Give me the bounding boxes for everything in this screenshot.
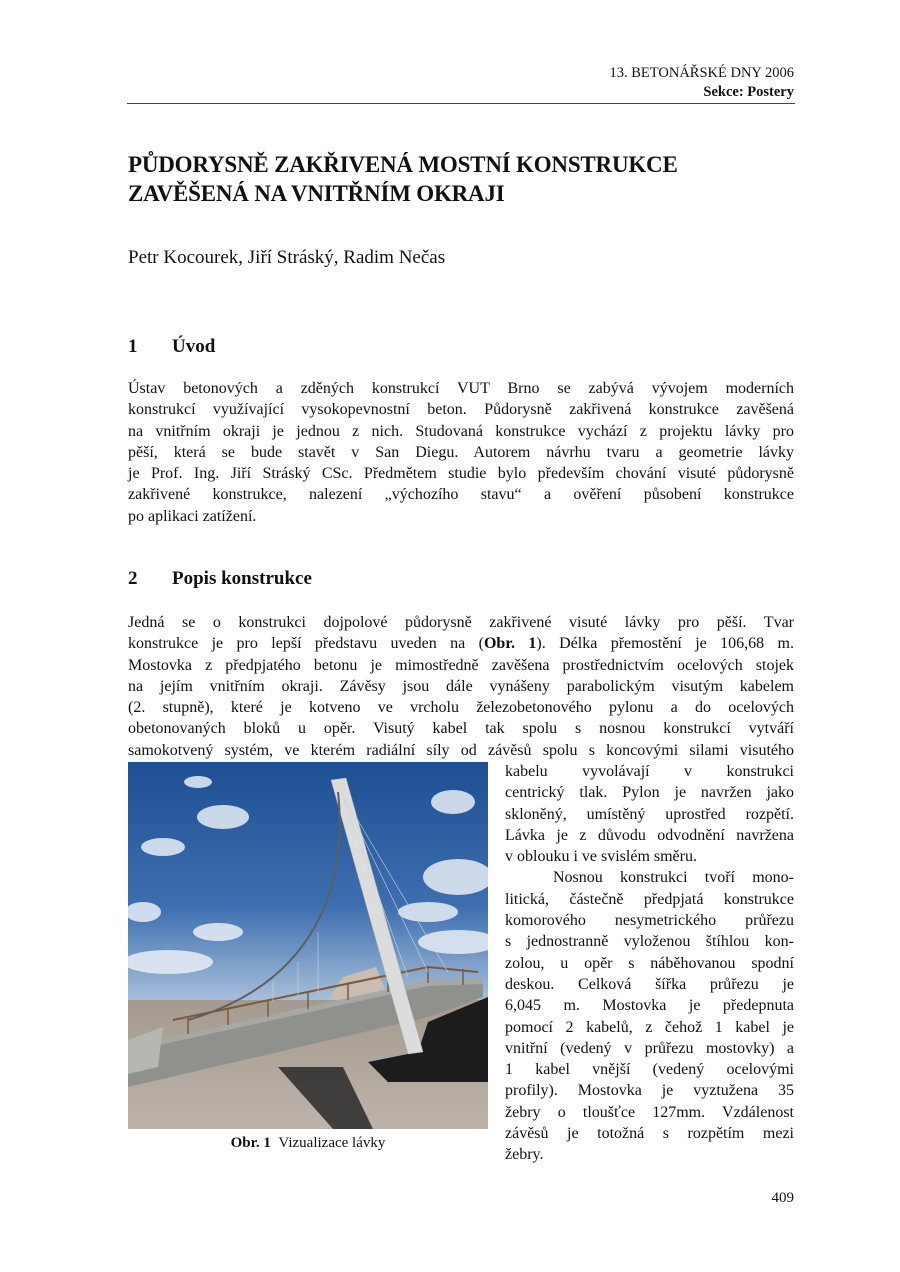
text-line: skloněný, umístěný uprostřed rozpětí.: [505, 805, 794, 823]
text-fragment: ). Délka přemostění je 106,68 m.: [536, 635, 794, 653]
text-line: Jedná se o konstrukci dojpolové půdorysně zakřivené visuté lávky pro pěší. Tvar: [128, 614, 794, 631]
text-line: konstrukcí využívající vysokopevnostní beton. Půdorysně zakřivená konstrukce zavěšená: [128, 401, 794, 419]
text-line: profily). Mostovka je vyztužena 35: [505, 1082, 794, 1100]
text-line: pěší, která se bude stavět v San Diegu. Autorem návrhu tvaru a geometrie lávky: [128, 443, 794, 461]
text-line: kabelu vyvolávají v konstrukci: [505, 763, 794, 780]
section-number: 2: [128, 568, 138, 589]
text-line: 1 kabel vnější (vedený ocelovými: [505, 1061, 794, 1079]
text-line: je Prof. Ing. Jiří Stráský CSc. Předmětem studie bylo především chování visuté půdorysně: [128, 465, 794, 483]
section-title: Popis konstrukce: [172, 568, 312, 589]
text-line: Mostovka z předpjatého betonu je mimostředně zavěšena prostřednictvím ocelových stojek: [128, 656, 794, 674]
text-line: [128, 633, 794, 654]
text-fragment: konstrukce je pro lepší představu uveden na (: [128, 635, 484, 653]
section-title: Úvod: [172, 336, 216, 357]
text-line: komorového nesymetrického průřezu: [505, 912, 794, 930]
paper-title: [128, 150, 788, 208]
figure-label: Obr. 1: [230, 1135, 271, 1151]
conference-name: 13. BETONÁŘSKÉ DNY 2006: [609, 65, 794, 81]
text-line: s jednostranně vyloženou štíhlou kon-: [505, 933, 794, 951]
figure-caption-text: Vizualizace lávky: [278, 1135, 386, 1151]
text-line: (2. stupně), které je kotveno ve vrcholu železobetonového pylonu a do ocelových: [128, 699, 794, 717]
text-line: po aplikaci zatížení.: [128, 507, 257, 525]
text-line: zolou, u opěr s náběhovanou spodní: [505, 954, 794, 972]
title-line-2: ZAVĚŠENÁ NA VNITŘNÍM OKRAJI: [128, 181, 505, 206]
figure-caption: [128, 1135, 488, 1152]
page-number: 409: [771, 1190, 794, 1206]
text-line: centrický tlak. Pylon je navržen jako: [505, 784, 794, 802]
paragraph-description: [128, 612, 794, 761]
section-heading-1: [128, 336, 215, 358]
header-rule: [127, 103, 795, 104]
text-line: litická, částečně předpjatá konstrukce: [505, 890, 794, 908]
text-line: v oblouku i ve svislém směru.: [505, 848, 697, 866]
text-line: deskou. Celková šířka průřezu je: [505, 975, 794, 993]
text-line: Nosnou konstrukci tvoří mono-: [553, 869, 794, 887]
figure-reference[interactable]: Obr. 1: [483, 635, 537, 653]
paragraph-intro: [128, 378, 794, 527]
title-line-1: PŮDORYSNĚ ZAKŘIVENÁ MOSTNÍ KONSTRUKCE: [128, 152, 678, 177]
section-number: 1: [128, 336, 138, 357]
text-line: Ústav betonových a zděných konstrukcí VUT Brno se zabývá vývojem moderních: [128, 380, 794, 397]
text-line: pomocí 2 kabelů, z čehož 1 kabel je: [505, 1018, 794, 1036]
section-name: Sekce: Postery: [703, 84, 794, 100]
authors: Petr Kocourek, Jiří Stráský, Radim Nečas: [128, 247, 446, 268]
text-line: Lávka je z důvodu odvodnění navržena: [505, 826, 794, 844]
running-header: [127, 64, 794, 102]
text-line: vnitřní (vedený v průřezu mostovky) a: [505, 1039, 794, 1057]
text-line: zakřivené konstrukce, nalezení „výchozího stavu“ a ověření působení konstrukce: [128, 486, 794, 504]
text-line: žebry.: [505, 1146, 544, 1164]
section-heading-2: [128, 568, 312, 590]
text-line: 6,045 m. Mostovka je předepnuta: [505, 997, 794, 1015]
text-line: žebry o tloušťce 127mm. Vzdálenost: [505, 1103, 794, 1121]
bridge-visualization-figure: [128, 762, 488, 1129]
bridge-render-image: [128, 762, 488, 1129]
text-line: na vnitřním okraji je jednou z nich. Studovaná konstrukce vychází z projektu lávky pro: [128, 422, 794, 440]
paragraph-column: [505, 761, 794, 1166]
text-line: na jejím vnitřním okraji. Závěsy jsou dále vynášeny parabolickým visutým kabelem: [128, 677, 794, 695]
text-line: samokotvený systém, ve kterém radiální síly od závěsů spolu s koncovými silami visutého: [128, 741, 794, 759]
text-line: obetonovaných bloků u opěr. Visutý kabel tak spolu s nosnou konstrukcí vytváří: [128, 720, 794, 738]
text-line: závěsů je totožná s rozpětím mezi: [505, 1125, 794, 1143]
